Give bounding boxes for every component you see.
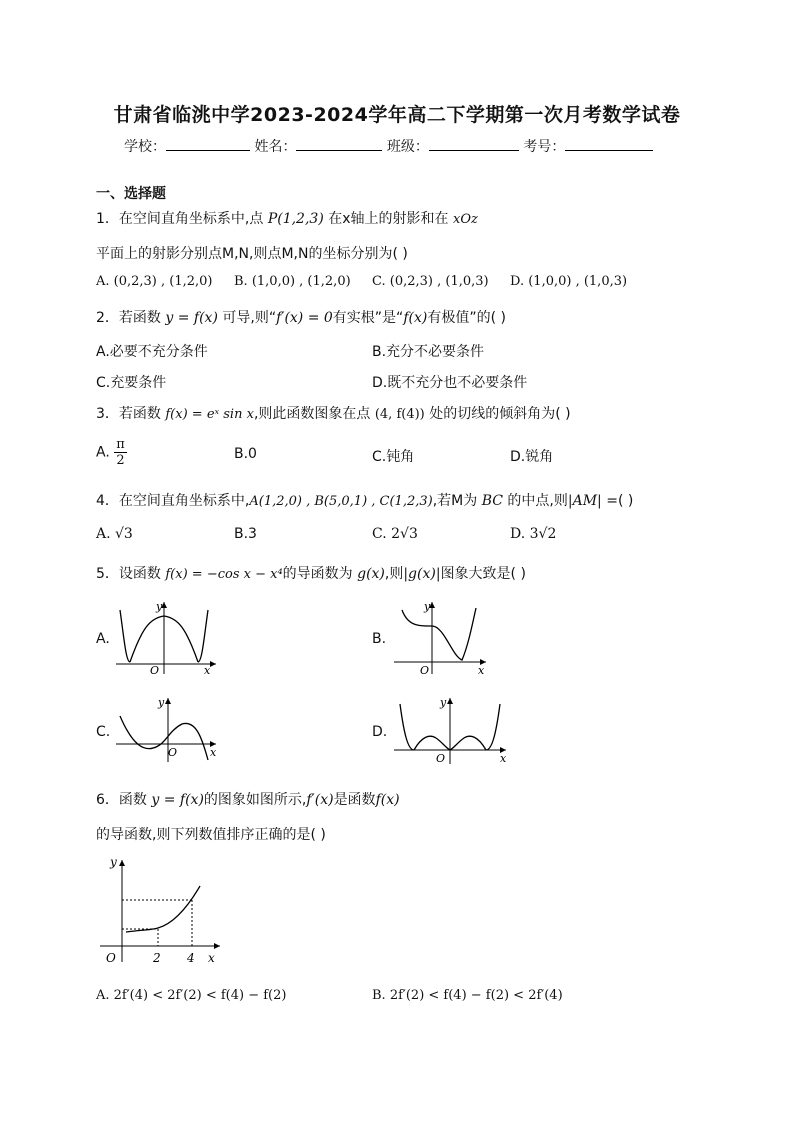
q3-func: f(x) = eˣ sin x [165, 407, 254, 422]
q2-stem [96, 307, 506, 327]
q3-option-c[interactable]: C.钝角 [372, 449, 415, 465]
q5-text-c: ,则 [384, 566, 404, 582]
x-label: x [204, 664, 211, 676]
q1-text-a: 1．在空间直角坐标系中,点 [96, 211, 264, 227]
y-axis-arrow [447, 698, 453, 704]
y-label: y [158, 696, 165, 709]
q5-text-a: 5．设函数 [96, 566, 161, 582]
q5-graph-c[interactable] [112, 694, 222, 766]
q3-option-a-fraction [114, 437, 127, 468]
exam-title: 甘肃省临洮中学2023-2024学年高二下学期第一次月考数学试卷 [113, 104, 681, 126]
q4-option-d[interactable]: D. 3√2 [510, 526, 557, 542]
school-label: 学校： [124, 139, 166, 155]
origin-label: O [168, 746, 178, 759]
q6-deriv: f′(x) [306, 792, 334, 808]
q5-g: g(x) [357, 566, 385, 582]
q5-stem [96, 563, 526, 583]
q5-func: f(x) = −cos x − x⁴ [165, 567, 283, 582]
q2-text-c: 有实根”是“ [332, 310, 404, 326]
q4-text-c: 的中点,则 [507, 493, 568, 509]
q2-text-b: 可导,则“ [222, 310, 277, 326]
q5-option-b-label[interactable]: B. [372, 631, 387, 647]
q4-option-a[interactable]: A. √3 [96, 526, 133, 542]
q6-text-b: 的图象如图所示, [203, 792, 307, 808]
q6-stem-line2: 的导函数,则下列数值排序正确的是( ) [96, 827, 326, 843]
q6-f: f(x) [375, 792, 400, 808]
x-axis-arrow [214, 943, 220, 949]
q4-abs: |AM| = [567, 493, 618, 509]
origin-label: O [106, 951, 116, 965]
tick-2: 2 [153, 951, 161, 965]
q4-text-d: ( ) [617, 493, 634, 509]
student-info-line [124, 136, 653, 156]
q3-text-a: 3．若函数 [96, 406, 161, 422]
q5-graph-b[interactable] [392, 596, 492, 676]
q2-cond: f′(x) = 0 [276, 310, 333, 326]
curve [402, 608, 476, 660]
q6-func: y = f(x) [151, 792, 204, 808]
y-label: y [156, 600, 163, 613]
x-axis-arrow [210, 661, 216, 667]
q1-option-c[interactable]: C. (0,2,3) , (1,0,3) [372, 274, 489, 289]
y-label: y [424, 600, 431, 613]
q2-cond2: f(x) [403, 310, 428, 326]
number-label: 考号： [523, 139, 566, 155]
fraction-denominator: 2 [116, 453, 125, 468]
q5-text-d: 图象大致是( ) [440, 566, 526, 582]
q3-option-d[interactable]: D.锐角 [510, 449, 554, 465]
q4-text-b: ,若M为 [432, 493, 478, 509]
q1-option-d[interactable]: D. (1,0,0) , (1,0,3) [510, 274, 628, 289]
q2-option-b[interactable]: B.充分不必要条件 [372, 344, 485, 360]
q3-option-a[interactable] [96, 437, 127, 468]
y-axis-arrow [165, 698, 171, 704]
q5-abs-g: |g(x)| [403, 566, 441, 582]
q3-option-b[interactable]: B.0 [234, 446, 257, 462]
q6-text-a: 6．函数 [96, 792, 147, 808]
q4-option-c[interactable]: C. 2√3 [372, 526, 418, 542]
curve [120, 716, 208, 760]
q1-stem [96, 208, 478, 228]
tick-4: 4 [187, 951, 195, 965]
q5-option-d-label[interactable]: D. [372, 724, 388, 740]
x-label: x [208, 951, 215, 965]
q3-text-c: 处的切线的倾斜角为( ) [429, 406, 571, 422]
q1-point: P(1,2,3) [267, 211, 324, 227]
y-label: y [110, 855, 117, 869]
name-label: 姓名： [254, 139, 297, 155]
q2-text-d: 有极值”的( ) [427, 310, 506, 326]
class-blank[interactable] [429, 136, 519, 151]
q3-point: (4, f(4)) [374, 407, 425, 422]
q1-plane: xOz [452, 212, 478, 227]
q5-option-a-label[interactable]: A. [96, 631, 110, 647]
q2-option-c[interactable]: C.充要条件 [96, 375, 167, 391]
q4-stem [96, 490, 633, 510]
q5-graph-d[interactable] [392, 694, 512, 766]
q2-func: y = f(x) [165, 310, 218, 326]
q4-segment: BC [481, 493, 503, 509]
q2-text-a: 2．若函数 [96, 310, 161, 326]
y-axis-arrow [119, 860, 125, 866]
q3-stem [96, 403, 571, 423]
x-label: x [478, 664, 485, 676]
q3-option-a-label: A. [96, 444, 110, 461]
number-blank[interactable] [565, 136, 653, 151]
x-label: x [210, 746, 217, 759]
q4-option-b[interactable]: B.3 [234, 526, 257, 542]
q3-text-b: ,则此函数图象在点 [253, 406, 371, 422]
q6-stem [96, 789, 400, 809]
q6-option-a[interactable]: A. 2f′(4) < 2f′(2) < f(4) − f(2) [96, 988, 287, 1003]
q1-option-b[interactable]: B. (1,0,0) , (1,2,0) [234, 274, 351, 289]
name-blank[interactable] [296, 136, 382, 151]
q2-option-d[interactable]: D.既不充分也不必要条件 [372, 375, 528, 391]
q6-option-b[interactable]: B. 2f′(2) < f(4) − f(2) < 2f′(4) [372, 988, 563, 1003]
q6-text-c: 是函数 [333, 792, 376, 808]
q4-points: A(1,2,0) , B(5,0,1) , C(1,2,3) [249, 494, 433, 509]
q5-graph-a[interactable] [112, 598, 222, 676]
q1-text-b: 在x轴上的射影和在 [328, 211, 449, 227]
origin-label: O [420, 664, 430, 676]
q5-option-c-label[interactable]: C. [96, 724, 111, 740]
y-label: y [440, 696, 447, 709]
curve [126, 886, 200, 932]
x-label: x [500, 752, 507, 765]
q6-graph [96, 852, 228, 970]
origin-label: O [150, 664, 160, 676]
origin-label: O [436, 752, 446, 765]
q2-option-a[interactable]: A.必要不充分条件 [96, 344, 208, 360]
class-label: 班级： [386, 139, 429, 155]
q4-text-a: 4．在空间直角坐标系中, [96, 493, 250, 509]
fraction-numerator: π [116, 437, 125, 452]
school-blank[interactable] [166, 136, 250, 151]
q1-stem-line2: 平面上的射影分别点M,N,则点M,N的坐标分别为( ) [96, 246, 408, 262]
q1-option-a[interactable]: A. (0,2,3) , (1,2,0) [96, 274, 213, 289]
q5-text-b: 的导函数为 [282, 566, 353, 582]
section-heading: 一、选择题 [96, 186, 166, 202]
